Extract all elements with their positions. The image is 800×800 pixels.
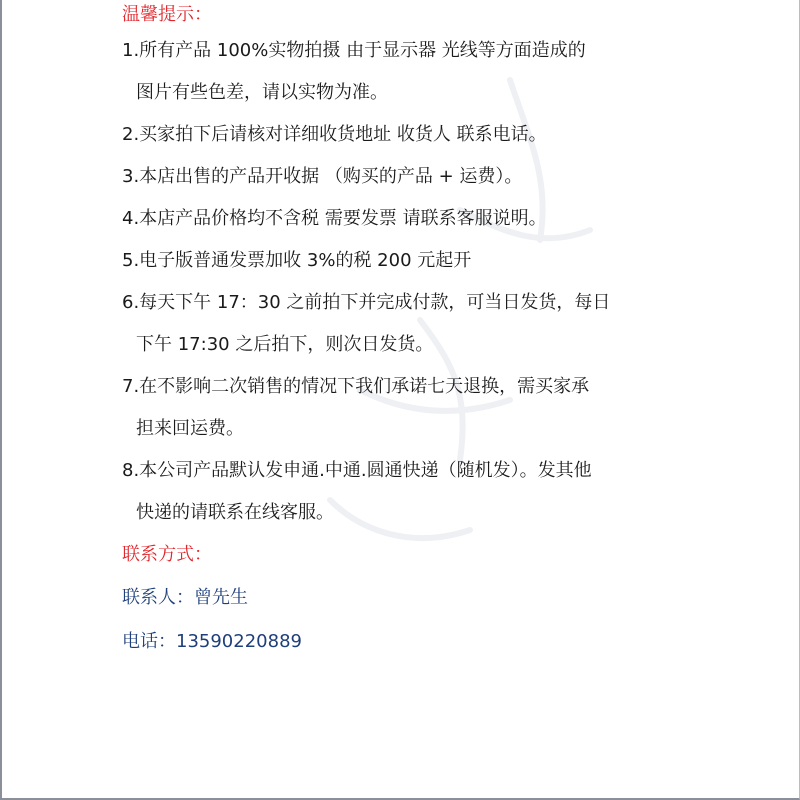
- contact-phone: 电话：13590220889: [122, 631, 302, 652]
- notice-item-7-line-1: 7.在不影响二次销售的情况下我们承诺七天退换，需买家承: [122, 376, 590, 397]
- notice-item-8: [122, 450, 782, 534]
- notice-item-4-line-1: 4.本店产品价格均不含税 需要发票 请联系客服说明。: [122, 208, 547, 229]
- notice-item-5-line-1: 5.电子版普通发票加收 3%的税 200 元起开: [122, 250, 472, 271]
- contact-person: 联系人：曾先生: [122, 587, 248, 608]
- contact-heading: 联系方式：: [122, 544, 212, 565]
- notice-item-6-line-2: 下午 17:30 之后拍下，则次日发货。: [136, 334, 434, 355]
- notice-item-6-line-1: 6.每天下午 17：30 之前拍下并完成付款，可当日发货，每日: [122, 292, 611, 313]
- notice-item-2-line-1: 2.买家拍下后请核对详细收货地址 收货人 联系电话。: [122, 124, 547, 145]
- notice-item-2: [122, 114, 782, 156]
- notice-item-6: [122, 282, 782, 366]
- notice-list: [122, 30, 782, 534]
- notice-item-4: [122, 198, 782, 240]
- notice-content: [122, 0, 782, 664]
- notice-item-5: [122, 240, 782, 282]
- notice-heading: 温馨提示：: [122, 4, 212, 25]
- notice-item-7: [122, 366, 782, 450]
- notice-item-8-line-2: 快递的请联系在线客服。: [136, 502, 334, 523]
- notice-item-3: [122, 156, 782, 198]
- notice-item-1-line-1: 1.所有产品 100%实物拍摄 由于显示器 光线等方面造成的: [122, 40, 586, 61]
- notice-item-8-line-1: 8.本公司产品默认发申通.中通.圆通快递（随机发）。发其他: [122, 460, 592, 481]
- notice-item-1-line-2: 图片有些色差，请以实物为准。: [136, 82, 388, 103]
- notice-item-1: [122, 30, 782, 114]
- notice-item-7-line-2: 担来回运费。: [136, 418, 244, 439]
- notice-item-3-line-1: 3.本店出售的产品开收据 （购买的产品 + 运费）。: [122, 166, 523, 187]
